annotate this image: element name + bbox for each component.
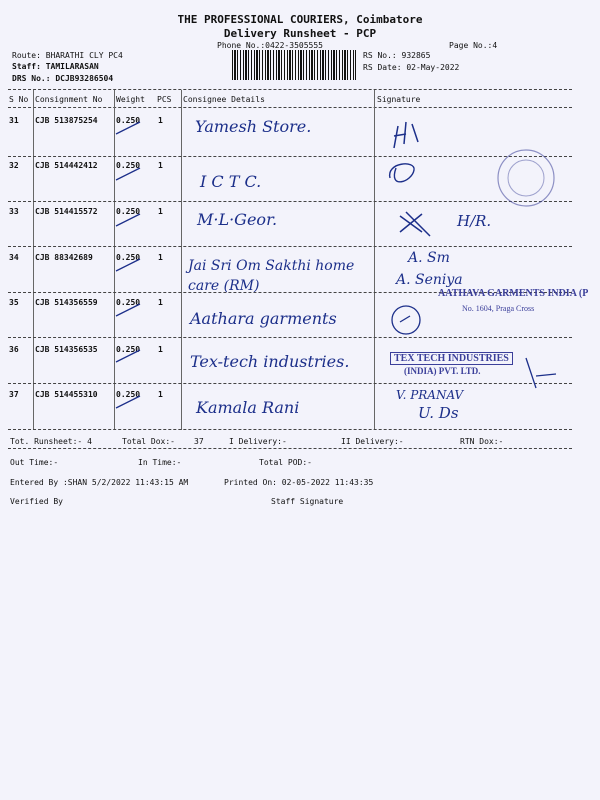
rs-date: RS Date: 02-May-2022 — [363, 63, 460, 72]
col-sno: S No — [9, 95, 29, 104]
entered-by: Entered By :SHAN 5/2/2022 11:43:15 AM — [10, 478, 189, 487]
drs-number: DRS No.: DCJB93286504 — [12, 74, 114, 83]
textech-stamp-line2: (INDIA) PVT. LTD. — [404, 366, 481, 376]
row-weight: 0.250 — [116, 345, 141, 354]
printed-on: Printed On: 02-05-2022 11:43:35 — [224, 478, 374, 487]
row-pcs: 1 — [158, 161, 163, 170]
row-weight: 0.250 — [116, 161, 141, 170]
barcode — [232, 50, 356, 80]
row-sno: 33 — [9, 207, 19, 216]
verified-by: Verified By — [10, 497, 63, 506]
row-consignee: M·L·Geor. — [197, 210, 278, 229]
col-divider — [33, 90, 34, 430]
row-pcs: 1 — [158, 390, 163, 399]
page-number: Page No.:4 — [449, 41, 498, 50]
row-sno: 36 — [9, 345, 19, 354]
row-consignee: Kamala Rani — [196, 398, 300, 417]
row-consignment: CJB 514356535 — [35, 345, 98, 354]
aathava-stamp-address: No. 1604, Praga Cross — [462, 304, 535, 313]
row-pcs: 1 — [158, 345, 163, 354]
row-consignee: Jai Sri Om Sakthi home care (RM) — [188, 258, 355, 294]
row-weight: 0.250 — [116, 298, 141, 307]
ii-delivery: II Delivery:- — [341, 437, 404, 446]
row-sno: 35 — [9, 298, 19, 307]
col-signature: Signature — [377, 95, 421, 104]
row-consignment: CJB 88342689 — [35, 253, 93, 262]
staff: Staff: TAMILARASAN — [12, 62, 99, 71]
row-sno: 37 — [9, 390, 19, 399]
out-time: Out Time:- — [10, 458, 59, 467]
signature-37a: V. PRANAV — [396, 388, 464, 402]
row-pcs: 1 — [158, 253, 163, 262]
phone-number: Phone No.:0422-3505555 — [217, 41, 323, 50]
col-consignee: Consignee Details — [183, 95, 265, 104]
row-sno: 31 — [9, 116, 19, 125]
signature-34b: A. Seniya — [396, 272, 463, 288]
totals-rule — [8, 448, 572, 449]
row-pcs: 1 — [158, 298, 163, 307]
row-consignee: Tex-tech industries. — [190, 352, 350, 371]
signature-33: H/R. — [457, 212, 492, 230]
signature-37b: U. Ds — [418, 404, 459, 422]
i-delivery: I Delivery:- — [229, 437, 287, 446]
total-dox-value: 37 — [194, 437, 204, 446]
row-sno: 34 — [9, 253, 19, 262]
row-pcs: 1 — [158, 207, 163, 216]
row-consignment: CJB 513875254 — [35, 116, 98, 125]
row-consignment: CJB 514442412 — [35, 161, 98, 170]
row-weight: 0.250 — [116, 207, 141, 216]
total-runsheet: Tot. Runsheet:- 4 — [10, 437, 92, 446]
rs-number: RS No.: 932865 — [363, 51, 431, 60]
row-pcs: 1 — [158, 116, 163, 125]
table-top-rule — [8, 89, 572, 90]
signature-scribbles — [376, 108, 576, 430]
total-dox-label: Total Dox:- — [122, 437, 175, 446]
row-consignee: Yamesh Store. — [195, 117, 312, 136]
row-weight: 0.250 — [116, 116, 141, 125]
col-consignment: Consignment No — [35, 95, 103, 104]
col-pcs: PCS — [157, 95, 172, 104]
row-consignment: CJB 514455310 — [35, 390, 98, 399]
aathava-stamp: AATHAVA GARMENTS INDIA (P — [438, 288, 589, 299]
tick-marks — [110, 110, 150, 430]
signature-34a: A. Sm — [408, 250, 450, 266]
col-divider — [181, 90, 182, 430]
row-weight: 0.250 — [116, 390, 141, 399]
rtn-dox: RTN Dox:- — [460, 437, 504, 446]
row-consignee: I C T C. — [200, 172, 262, 191]
row-sno: 32 — [9, 161, 19, 170]
in-time: In Time:- — [138, 458, 182, 467]
textech-stamp: TEX TECH INDUSTRIES — [390, 352, 513, 365]
row-weight: 0.250 — [116, 253, 141, 262]
col-divider — [374, 90, 375, 430]
total-pod: Total POD:- — [259, 458, 312, 467]
document-title: Delivery Runsheet - PCP — [223, 27, 377, 40]
row-consignment: CJB 514356559 — [35, 298, 98, 307]
col-weight: Weight — [116, 95, 145, 104]
company-name: THE PROFESSIONAL COURIERS, Coimbatore — [177, 13, 423, 26]
staff-signature: Staff Signature — [271, 497, 344, 506]
route: Route: BHARATHI CLY PC4 — [12, 51, 123, 60]
row-consignee: Aathara garments — [190, 309, 337, 328]
row-consignment: CJB 514415572 — [35, 207, 98, 216]
